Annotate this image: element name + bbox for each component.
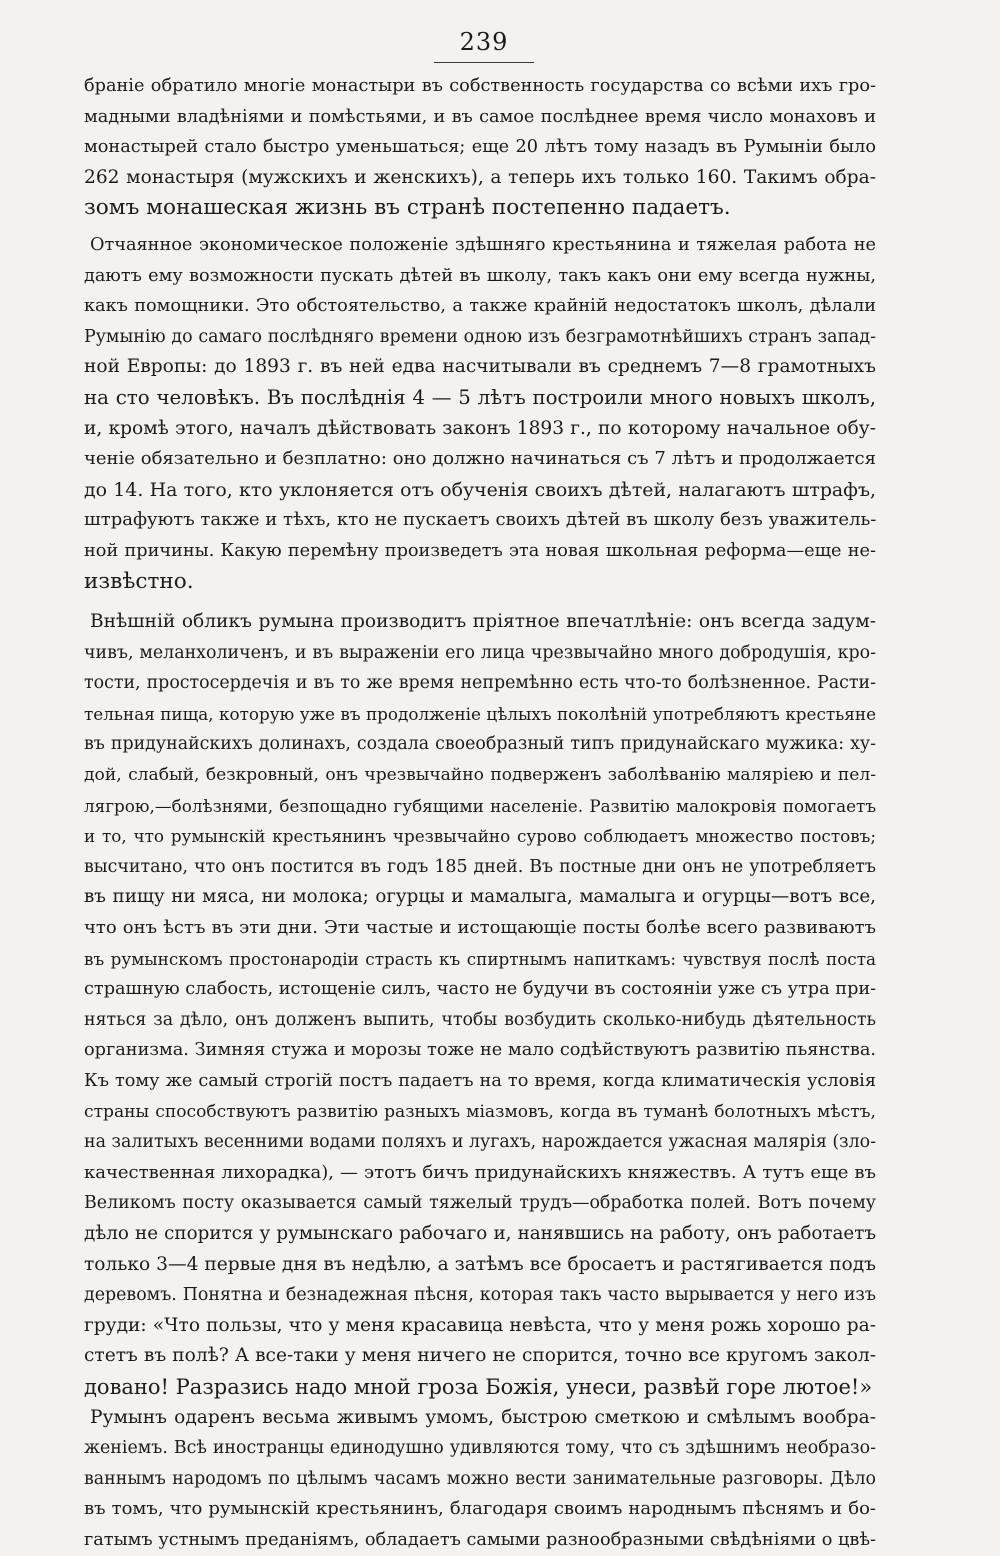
text-line: Къ тому же самый строгiй постъ падаетъ на то время, когда климатическiя условiя: [84, 1071, 876, 1091]
text-line: бранiе обратило многiе монастыри въ собственность государства со всѣми ихъ гро-: [84, 76, 876, 96]
text-line: тости, простосердечiя и въ то же время непремѣнно есть что-то болѣзненное. Расти-: [84, 673, 876, 694]
text-line: что онъ ѣстъ въ эти дни. Эти частые и истощающiе посты болѣе всего развиваютъ: [84, 917, 876, 939]
text-line: страны способствуютъ развитiю разныхъ мiазмовъ, когда въ туманѣ болотныхъ мѣстъ,: [84, 1101, 876, 1122]
text-line: груди: «Что пользы, что у меня красавица невѣста, что у меня рожь хорошо ра-: [84, 1314, 876, 1336]
text-line: зомъ монашеская жизнь въ странѣ постепенно падаетъ.: [84, 195, 731, 221]
page-number: 239: [459, 28, 509, 56]
text-line: страшную слабость, истощенiе силъ, часто не будучи въ состоянiи уже съ утра при-: [84, 979, 877, 1000]
text-line: Отчаянное экономическое положенiе здѣшняго крестьянина и тяжелая работа не: [90, 234, 876, 255]
text-line: штрафуютъ также и тѣхъ, кто не пускаетъ своихъ дѣтей въ школу безъ уважитель-: [84, 509, 877, 531]
text-line: деревомъ. Понятна и безнадежная пѣсня, которая такъ часто вырывается у него изъ: [84, 1285, 876, 1306]
page-number-rule: [434, 62, 534, 63]
text-line: Великомъ посту оказывается самый тяжелый трудъ—обработка полей. Вотъ почему: [84, 1193, 876, 1214]
text-line: монастырей стало быстро уменьшаться; еще 20 лѣтъ тому назадъ въ Румынiи было: [84, 137, 876, 158]
text-line: Румынiю до самаго послѣдняго времени одною изъ безграмотнѣйшихъ странъ запад-: [84, 326, 876, 347]
text-line: ченiе обязательно и безплатно: оно должно начинаться съ 7 лѣтъ и продолжается: [84, 448, 876, 470]
text-line: даютъ ему возможности пускать дѣтей въ школу, такъ какъ они ему всегда нужны,: [84, 265, 876, 286]
text-line: какъ помощники. Это обстоятельство, а также крайнiй недостатокъ школъ, дѣлали: [84, 296, 876, 317]
text-line: только 3—4 первые дня въ недѣлю, а затѣмъ все бросаетъ и растягивается подъ: [84, 1253, 876, 1275]
text-line: и то, что румынскiй крестьянинъ чрезвычайно сурово соблюдаетъ множество постовъ;: [84, 826, 876, 847]
text-line: организма. Зимняя стужа и морозы тоже не мало содѣйствуютъ развитiю пьянства.: [84, 1040, 876, 1061]
paragraph-4: [84, 1403, 876, 1556]
paragraph-3: [84, 607, 876, 1402]
text-line: ной причины. Какую перемѣну произведетъ эта новая школьная реформа—еще не-: [84, 540, 876, 561]
text-line: мадными владѣнiями и помѣстьями, и въ самое послѣднее время число монаховъ и: [84, 106, 876, 127]
text-line: и, кромѣ этого, началъ дѣйствовать законъ 1893 г., по которому начальное обу-: [84, 417, 876, 439]
text-line: стетъ въ полѣ? А все-таки у меня ничего не спорится, точно все кругомъ закол-: [84, 1345, 876, 1367]
text-line: тельная пища, которую уже въ продолженiе цѣлыхъ поколѣнiй употребляютъ крестьяне: [84, 703, 876, 724]
text-line: въ румынскомъ простонародiи страсть къ спиртнымъ напиткамъ: чувствуя послѣ поста: [84, 948, 876, 969]
text-line: на залитыхъ весенними водами поляхъ и лугахъ, нарождается ужасная малярiя (зло-: [84, 1132, 876, 1153]
text-line: гатымъ устнымъ преданiямъ, обладаетъ самыми разнообразными свѣдѣнiями о цвѣ-: [84, 1529, 876, 1550]
text-line: няться за дѣло, онъ долженъ выпить, чтобы возбудить сколько-нибудь дѣятельность: [84, 1009, 876, 1030]
text-line: въ придунайскихъ долинахъ, создала своеобразный типъ придунайскаго мужика: ху-: [84, 734, 876, 755]
text-line: ваннымъ народомъ по цѣлымъ часамъ можно вести занимательные разговоры. Дѣло: [84, 1468, 876, 1489]
text-line: до 14. На того, кто уклоняется отъ обученiя своихъ дѣтей, налагаютъ штрафъ,: [84, 478, 876, 501]
text-line: Румынъ одаренъ весьма живымъ умомъ, быстрою сметкою и смѣлымъ вообра-: [90, 1406, 876, 1428]
text-line: въ пищу ни мяса, ни молока; огурцы и мамалыга, мамалыга и огурцы—вотъ все,: [84, 886, 876, 908]
text-line: довано! Разразись надо мной гроза Божiя, унеси, развѣй горе лютое!»: [84, 1374, 873, 1399]
text-line: въ томъ, что румынскiй крестьянинъ, благодаря своимъ народнымъ пѣснямъ и бо-: [84, 1498, 876, 1520]
text-line: чивъ, меланхоличенъ, и въ выраженiи его лица чрезвычайно много добродушiя, кро-: [84, 642, 876, 663]
text-line: извѣстно.: [84, 568, 194, 594]
body-text: [84, 71, 876, 1556]
text-line: ной Европы: до 1893 г. въ ней едва насчитывали въ среднемъ 7—8 грамотныхъ: [84, 356, 876, 378]
paragraph-1: [84, 71, 876, 224]
book-page: [84, 28, 876, 1556]
text-line: высчитано, что онъ постится въ годъ 185 дней. Въ постные дни онъ не употребляетъ: [84, 856, 876, 877]
text-line: дой, слабый, безкровный, онъ чрезвычайно подверженъ заболѣванiю малярiею и пел-: [84, 765, 876, 786]
text-line: 262 монастыря (мужскихъ и женскихъ), а теперь ихъ только 160. Такимъ обра-: [84, 166, 876, 188]
text-line: на сто человѣкъ. Въ послѣднiя 4 — 5 лѣтъ построили много новыхъ школъ,: [84, 385, 876, 409]
text-line: дѣло не спорится у румынскаго рабочаго и, нанявшись на работу, онъ работаетъ: [84, 1222, 876, 1244]
text-line: Внѣшнiй обликъ румына производитъ прiятное впечатлѣнiе: онъ всегда задум-: [90, 611, 876, 633]
paragraph-2: [84, 230, 876, 597]
text-line: женiемъ. Всѣ иностранцы единодушно удивляются тому, что съ здѣшнимъ необразо-: [84, 1438, 876, 1459]
text-line: лягрою,—болѣзнями, безпощадно губящими населенiе. Развитiю малокровiя помогаетъ: [84, 795, 876, 816]
text-line: качественная лихорадка), — этотъ бичъ придунайскихъ княжествъ. А тутъ еще въ: [84, 1161, 876, 1183]
